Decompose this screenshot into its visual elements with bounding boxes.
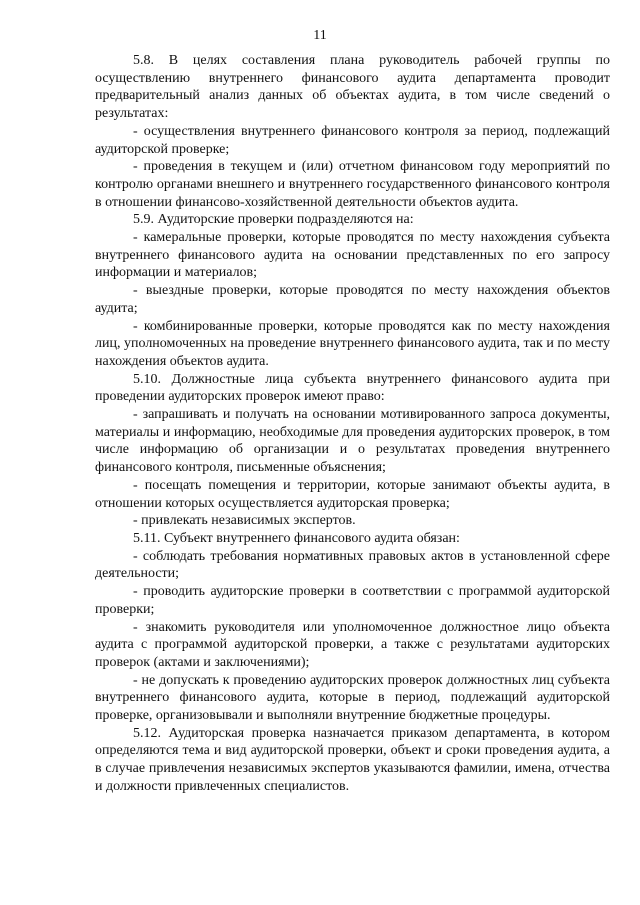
paragraph-5-9: 5.9. Аудиторские проверки подразделяются на: <box>133 212 414 228</box>
list-item: - знакомить руководителя или уполномоченное должностное лицо объекта аудита с программой аудиторской проверки, а также с результатами аудиторских проверок (актами и заключениями); <box>95 619 610 670</box>
list-item: - посещать помещения и территории, которые занимают объекты аудита, в отношении которых осуществляется аудиторская проверка; <box>95 477 610 511</box>
list-item: - не допускать к проведению аудиторских проверок должностных лиц субъекта внутреннего финансового аудита, которые в период, подлежащий аудиторской проверке, организовывали и выполняли внутренние бюджетные процедуры. <box>95 672 610 724</box>
list-item: - комбинированные проверки, которые проводятся как по месту нахождения лиц, уполномоченных на проведение внутреннего финансового аудита, так и по месту нахождения объектов аудита. <box>95 318 610 369</box>
list-item: - привлекать независимых экспертов. <box>133 513 356 529</box>
paragraph-5-8: 5.8. В целях составления плана руководитель рабочей группы по осуществлению внутреннего финансового аудита департамента проводит предварительный анализ данных об объектах аудита, в том числе сведений о результатах: <box>95 53 610 122</box>
list-item: - камеральные проверки, которые проводятся по месту нахождения субъекта внутреннего финансового аудита на основании представленных по его запросу информации и материалов; <box>95 230 610 281</box>
list-item: - запрашивать и получать на основании мотивированного запроса документы, материалы и информацию, необходимые для проведения аудиторских проверок, в том числе информацию об организации и о результатах проведения внутреннего финансового контроля, письменные объяснения; <box>95 407 610 476</box>
paragraph-5-12: 5.12. Аудиторская проверка назначается приказом департамента, в котором определяются тема и вид аудиторской проверки, объект и сроки проведения аудита, а в случае привлечения независимых экспертов указываются фамилии, имена, отчества и должности привлеченных специалистов. <box>95 725 610 794</box>
document-body <box>95 52 610 796</box>
list-item: - соблюдать требования нормативных правовых актов в установленной сфере деятельности; <box>95 548 610 582</box>
list-item: - проводить аудиторские проверки в соответствии с программой аудиторской проверки; <box>95 584 610 617</box>
list-item: - проведения в текущем и (или) отчетном финансовом году мероприятий по контролю органами внешнего и внутреннего государственного финансового контроля в отношении финансово-хозяйственной деятельности объектов аудита. <box>95 159 610 210</box>
list-item: - осуществления внутреннего финансового контроля за период, подлежащий аудиторской проверке; <box>95 123 610 157</box>
page-number: 11 <box>313 28 327 43</box>
list-item: - выездные проверки, которые проводятся по месту нахождения объектов аудита; <box>95 283 610 316</box>
paragraph-5-11: 5.11. Субъект внутреннего финансового аудита обязан: <box>133 530 460 546</box>
paragraph-5-10: 5.10. Должностные лица субъекта внутреннего финансового аудита при проведении аудиторских проверок имеют право: <box>95 371 610 405</box>
